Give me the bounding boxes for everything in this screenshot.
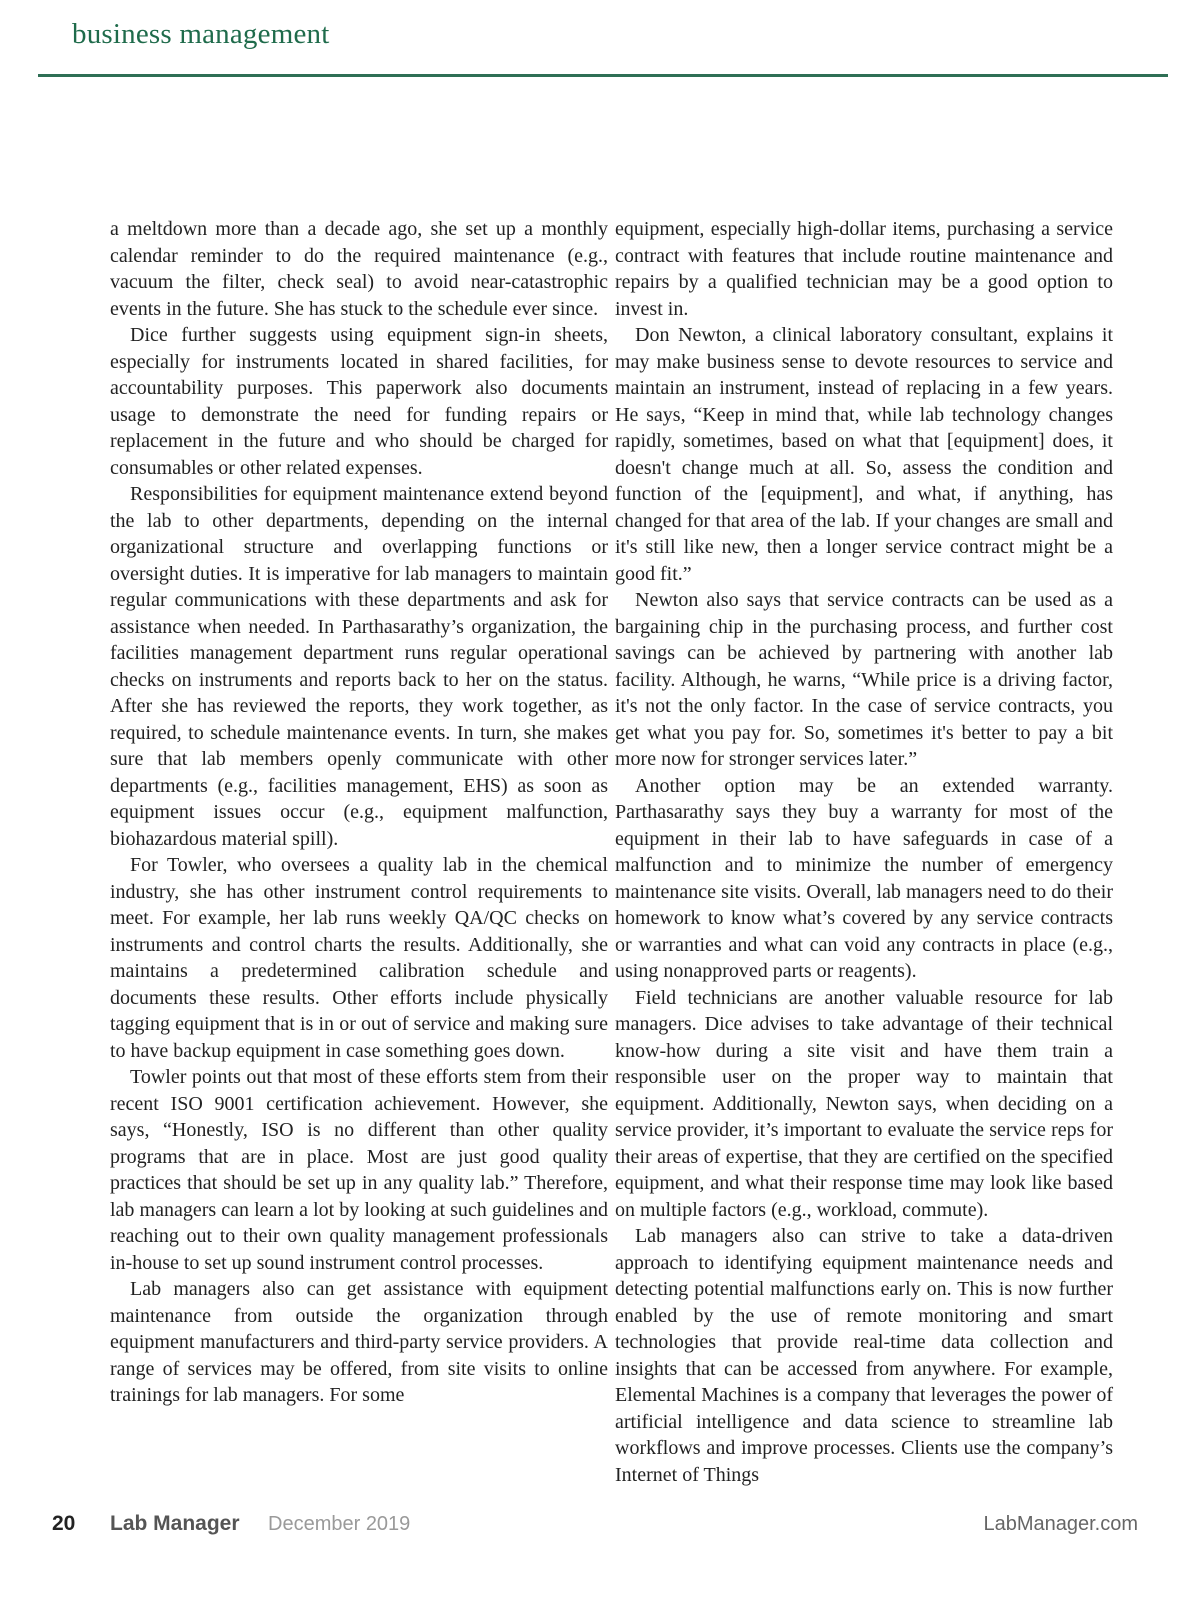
header-divider bbox=[38, 74, 1168, 77]
paragraph: Newton also says that service contracts can be used as a bargaining chip in the purchasing process, and further cost savings can be achieved by partnering with another lab facility. Although, he warns, “While price is a driving factor, it's not the only factor. In the case of service contracts, you get what you pay for. So, sometimes it's better to pay a bit more now for stronger services later.” bbox=[615, 589, 1113, 770]
paragraph: Towler points out that most of these efforts stem from their recent ISO 9001 certification achievement. However, she says, “Honestly, ISO is no different than other quality programs that are in place. Most are just good quality practices that should be set up in any quality lab.” Therefore, lab managers can learn a lot by looking at such guidelines and reaching out to their own quality management professionals in-house to set up sound instrument control processes. bbox=[110, 1066, 608, 1274]
paragraph: Field technicians are another valuable resource for lab managers. Dice advises to take advantage of their technical know-how during a site visit and have them train a responsible user on the proper way to maintain that equipment. Additionally, Newton says, when deciding on a service provider, it’s important to evaluate the service reps for their areas of expertise, that they are certified on the specified equipment, and what their response time may look like based on multiple factors (e.g., workload, commute). bbox=[615, 986, 1113, 1221]
paragraph: equipment, especially high-dollar items, purchasing a service contract with features that include routine maintenance and repairs by a qualified technician may be a good option to invest in. bbox=[615, 218, 1113, 320]
paragraph: a meltdown more than a decade ago, she set up a monthly calendar reminder to do the required maintenance (e.g., vacuum the filter, check seal) to avoid near-catastrophic events in the future. She has stuck to the schedule ever since. bbox=[110, 218, 608, 320]
paragraph: Lab managers also can strive to take a data-driven approach to identifying equipment maintenance needs and detecting potential malfunctions early on. This is now further enabled by the use of remote monitoring and smart technologies that provide real-time data collection and insights that can be accessed from anywhere. For example, Elemental Machines is a company that leverages the power of artificial intelligence and data science to streamline lab workflows and improve processes. Clients use the company’s Internet of Things bbox=[615, 1225, 1113, 1486]
section-label: business management bbox=[72, 18, 330, 50]
magazine-name: Lab Manager bbox=[110, 1512, 240, 1535]
paragraph: Responsibilities for equipment maintenance extend beyond the lab to other departments, depending on the internal organizational structure and overlapping functions or oversight duties. It is imperative for lab managers to maintain regular communications with these departments and ask for assistance when needed. In Parthasarathy’s organization, the facilities management department runs regular operational checks on instruments and reports back to her on the status. After she has reviewed the reports, they work together, as required, to schedule maintenance events. In turn, she makes sure that lab members openly communicate with other departments (e.g., facilities management, EHS) as soon as equipment issues occur (e.g., equipment malfunction, biohazardous material spill). bbox=[110, 483, 608, 850]
article-column-right bbox=[615, 216, 1113, 1488]
paragraph: Don Newton, a clinical laboratory consultant, explains it may make business sense to devote resources to service and maintain an instrument, instead of replacing in a few years. He says, “Keep in mind that, while lab technology changes rapidly, sometimes, based on what that [equipment] does, it doesn't change much at all. So, assess the condition and function of the [equipment], and what, if anything, has changed for that area of the lab. If your changes are small and it's still like new, then a longer service contract might be a good fit.” bbox=[615, 324, 1113, 585]
website-link[interactable]: LabManager.com bbox=[983, 1513, 1138, 1535]
page-number: 20 bbox=[52, 1512, 76, 1535]
issue-date: December 2019 bbox=[268, 1513, 411, 1535]
paragraph: Lab managers also can get assistance with equipment maintenance from outside the organization through equipment manufacturers and third-party service providers. A range of services may be offered, from site visits to online trainings for lab managers. For some bbox=[110, 1278, 608, 1406]
article-column-left bbox=[110, 216, 608, 1409]
paragraph: For Towler, who oversees a quality lab in the chemical industry, she has other instrument control requirements to meet. For example, her lab runs weekly QA/QC checks on instruments and control charts the results. Additionally, she maintains a predetermined calibration schedule and documents these results. Other efforts include physically tagging equipment that is in or out of service and making sure to have backup equipment in case something goes down. bbox=[110, 854, 608, 1062]
paragraph: Another option may be an extended warranty. Parthasarathy says they buy a warranty for most of the equipment in their lab to have safeguards in case of a malfunction and to minimize the number of emergency maintenance site visits. Overall, lab managers need to do their homework to know what’s covered by any service contracts or warranties and what can void any contracts in place (e.g., using nonapproved parts or reagents). bbox=[615, 774, 1113, 982]
page-footer bbox=[0, 1512, 1200, 1552]
paragraph: Dice further suggests using equipment sign-in sheets, especially for instruments located in shared facilities, for accountability purposes. This paperwork also documents usage to demonstrate the need for funding repairs or replacement in the future and who should be charged for consumables or other related expenses. bbox=[110, 324, 608, 479]
